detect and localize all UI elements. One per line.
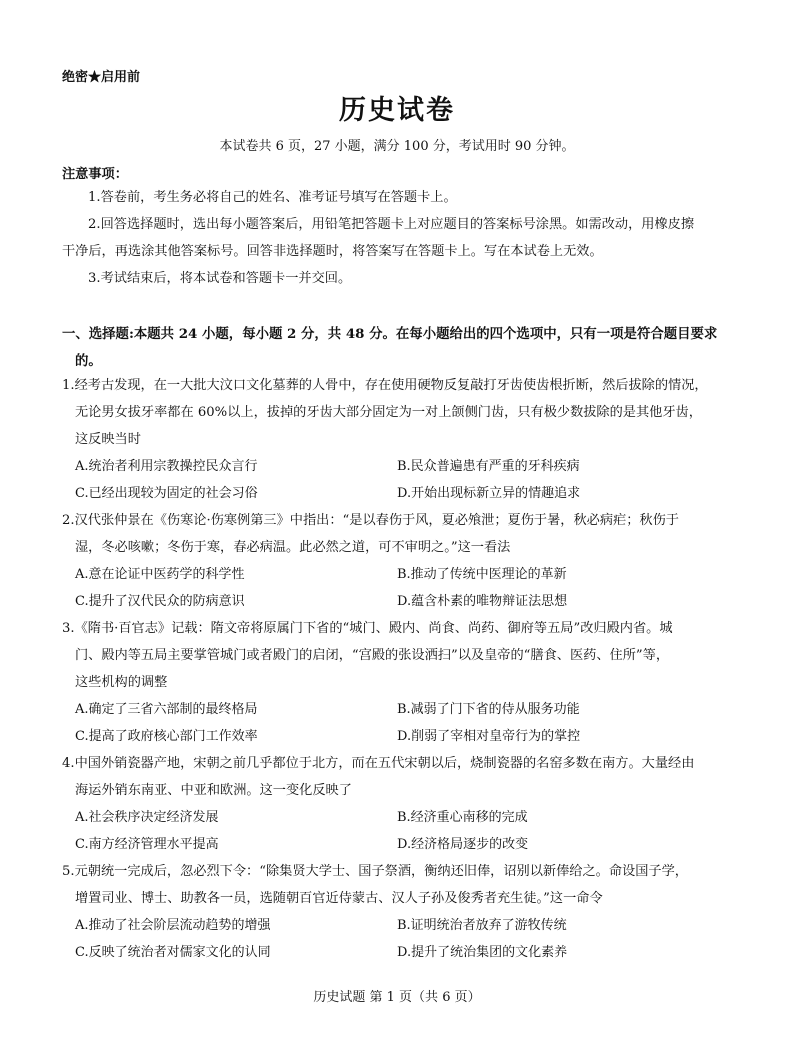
question-4-option-b: B.经济重心南移的完成 [397,810,528,825]
question-4-option-a: A.社会秩序决定经济发展 [75,810,219,825]
question-1-option-c: C.已经出现较为固定的社会习俗 [75,486,258,501]
page-title: 历史试卷 [339,95,455,126]
question-1-option-b: B.民众普遍患有严重的牙科疾病 [397,459,580,474]
question-3-line-1: 3.《隋书·百官志》记载：隋文帝将原属门下省的“城门、殿内、尚食、尚药、御府等五局”改归殿内省。城 [62,621,673,636]
question-3-option-b: B.减弱了门下省的侍从服务功能 [397,702,580,717]
section-heading: 一、选择题:本题共 24 小题，每小题 2 分，共 48 分。在每小题给出的四个选项中，只有一项是符合题目要求 [62,326,718,342]
question-4-option-c: C.南方经济管理水平提高 [75,837,219,852]
notice-heading: 注意事项： [62,167,128,182]
question-3-option-a: A.确定了三省六部制的最终格局 [75,702,258,717]
question-2-line-2: 湿，冬必咳嗽；冬伤于寒，春必病温。此必然之道，可不审明之。”这一看法 [75,540,511,555]
exam-info: 本试卷共 6 页，27 小题，满分 100 分，考试用时 90 分钟。 [219,139,575,154]
question-5-option-d: D.提升了统治集团的文化素养 [397,945,568,960]
section-heading-cont: 的。 [75,353,102,369]
notice-item-1: 1.答卷前，考生务必将自己的姓名、准考证号填写在答题卡上。 [88,190,457,205]
notice-item-2-line-1: 2.回答选择题时，选出每小题答案后，用铅笔把答题卡上对应题目的答案标号涂黑。如需改动，用橡皮擦 [88,217,695,232]
question-5-option-c: C.反映了统治者对儒家文化的认同 [75,945,271,960]
question-4-option-d: D.经济格局逐步的改变 [397,837,529,852]
question-2-option-c: C.提升了汉代民众的防病意识 [75,594,245,609]
question-2-option-a: A.意在论证中医药学的科学性 [75,567,245,582]
question-2-option-d: D.蕴含朴素的唯物辩证法思想 [397,594,568,609]
question-1-option-d: D.开始出现标新立异的情趣追求 [397,486,581,501]
question-5-option-a: A.推动了社会阶层流动趋势的增强 [75,918,271,933]
question-3-option-d: D.削弱了宰相对皇帝行为的掌控 [397,729,581,744]
question-4-line-2: 海运外销东南亚、中亚和欧洲。这一变化反映了 [75,783,352,798]
page-footer: 历史试题 第 1 页（共 6 页） [313,990,481,1005]
question-1-line-3: 这反映当时 [75,432,141,447]
notice-item-2-line-2: 干净后，再选涂其他答案标号。回答非选择题时，将答案写在答题卡上。写在本试卷上无效。 [62,244,603,259]
question-5-option-b: B.证明统治者放弃了游牧传统 [397,918,567,933]
question-2-option-b: B.推动了传统中医理论的革新 [397,567,567,582]
question-5-line-1: 5.元朝统一完成后，忽必烈下令：“除集贤大学士、国子祭酒，衡纳还旧俸，诏别以新俸给之。命设国子学， [62,864,688,879]
question-3-line-2: 门、殿内等五局主要掌管城门或者殿门的启闭，“宫殿的张设洒扫”以及皇帝的“膳食、医药、住所”等， [75,648,670,663]
question-3-option-c: C.提高了政府核心部门工作效率 [75,729,258,744]
confidential-mark: 绝密★启用前 [62,70,141,85]
question-3-line-3: 这些机构的调整 [75,675,168,690]
question-1-line-2: 无论男女拔牙率都在 60%以上，拔掉的牙齿大部分固定为一对上颌侧门齿，只有极少数拔除的是其他牙齿， [75,405,702,420]
question-5-line-2: 增置司业、博士、助教各一员，选随朝百官近侍蒙古、汉人子孙及俊秀者充生徒。”这一命令 [75,891,603,906]
question-2-line-1: 2.汉代张仲景在《伤寒论·伤寒例第三》中指出：“是以春伤于风，夏必飧泄；夏伤于暑，秋必病疟；秋伤于 [62,513,679,528]
question-1-line-1: 1.经考古发现，在一大批大汶口文化墓葬的人骨中，存在使用硬物反复敲打牙齿使齿根折断，然后拔除的情况， [62,378,708,393]
notice-item-3: 3.考试结束后，将本试卷和答题卡一并交回。 [88,271,352,286]
question-4-line-1: 4.中国外销瓷器产地，宋朝之前几乎都位于北方，而在五代宋朝以后，烧制瓷器的名窑多数在南方。大量经由 [62,756,695,771]
question-1-option-a: A.统治者利用宗教操控民众言行 [75,459,258,474]
